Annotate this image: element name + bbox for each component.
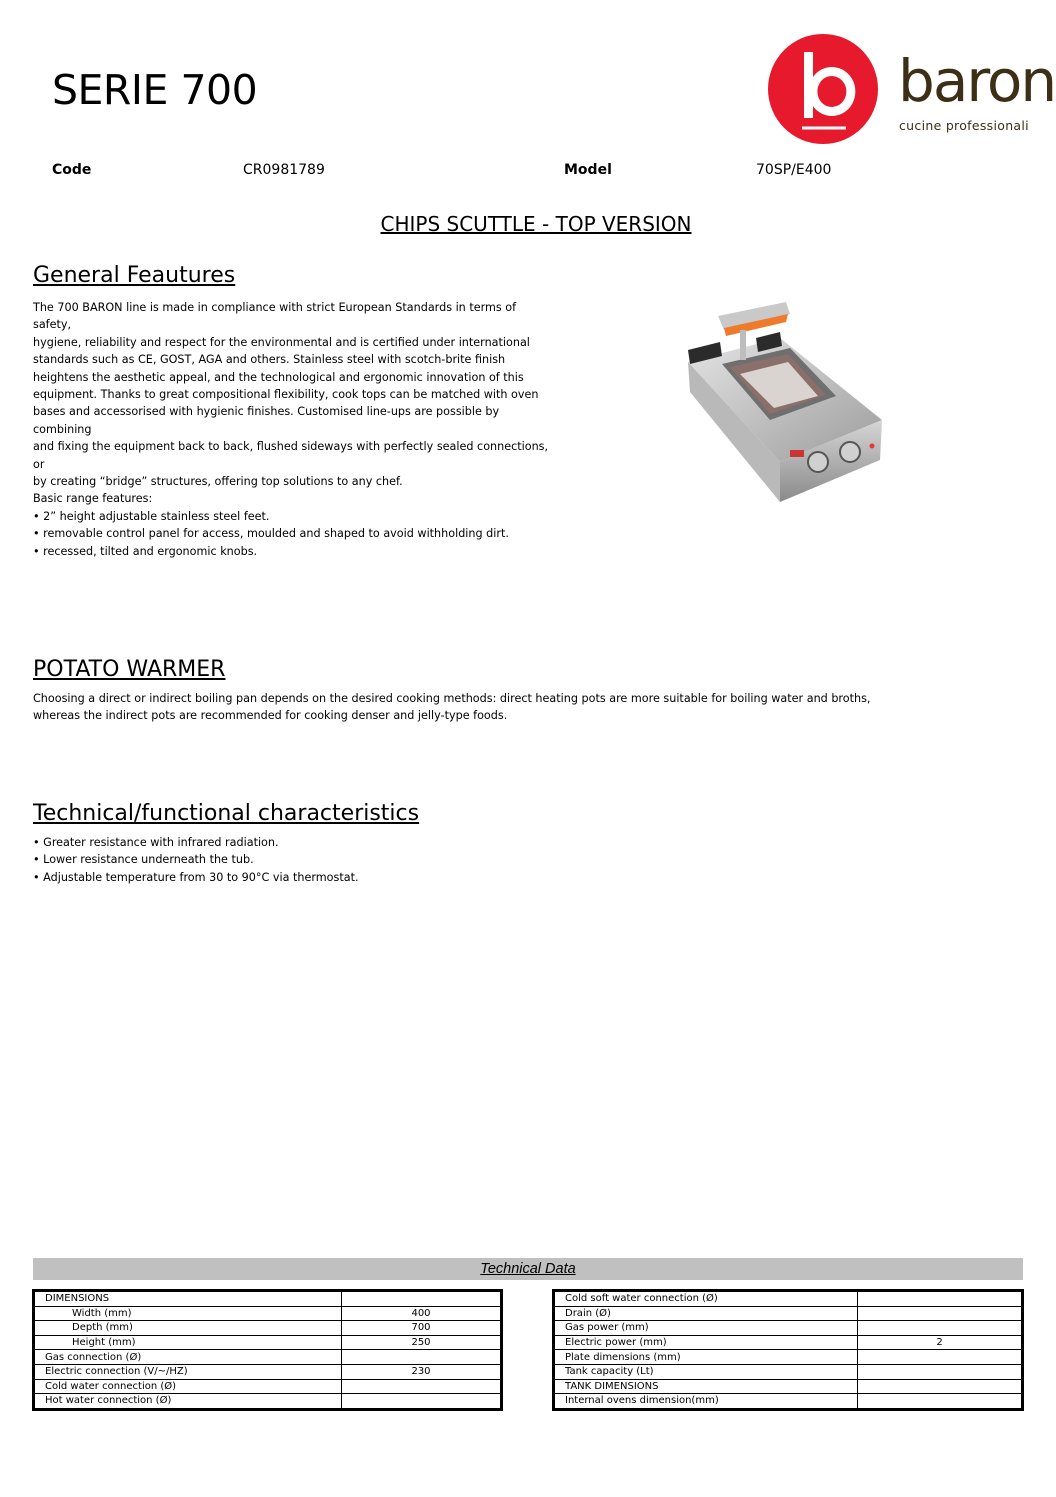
row-value: 400	[342, 1306, 501, 1321]
row-label: Internal ovens dimension(mm)	[555, 1394, 858, 1409]
potato-warmer-text	[33, 690, 933, 725]
row-label: TANK DIMENSIONS	[555, 1379, 858, 1394]
row-value	[858, 1321, 1022, 1336]
table-row	[35, 1335, 501, 1350]
bullet-item: • Adjustable temperature from 30 to 90°C via thermostat.	[33, 870, 359, 884]
row-label: Gas connection (Ø)	[35, 1350, 342, 1365]
table-row	[35, 1292, 501, 1307]
table-row	[35, 1350, 501, 1365]
text-line: standards such as CE, GOST, AGA and others. Stainless steel with scotch-brite finish	[33, 353, 506, 367]
row-value	[342, 1394, 501, 1409]
table-row	[555, 1335, 1022, 1350]
table-row	[555, 1379, 1022, 1394]
code-label: Code	[52, 162, 92, 178]
bullet-item: • Greater resistance with infrared radiation.	[33, 836, 279, 849]
row-value	[858, 1350, 1022, 1365]
table-row	[555, 1350, 1022, 1365]
row-label: Tank capacity (Lt)	[555, 1364, 858, 1379]
technical-data-table-right	[554, 1291, 1022, 1409]
bullet-item: • removable control panel for access, moulded and shaped to avoid withholding dirt.	[33, 527, 509, 541]
row-label: Width (mm)	[35, 1306, 342, 1321]
row-value	[858, 1394, 1022, 1409]
technical-data-table-left	[34, 1291, 501, 1409]
row-label: DIMENSIONS	[35, 1292, 342, 1307]
text-line: heightens the aesthetic appeal, and the technological and ergonomic innovation of this	[33, 370, 524, 384]
text-line: The 700 BARON line is made in compliance with strict European Standards in terms of safety,	[33, 301, 517, 332]
text-line: by creating “bridge” structures, offering top solutions to any chef.	[33, 475, 403, 489]
table-row	[555, 1321, 1022, 1336]
row-value	[342, 1379, 501, 1394]
general-features-heading: General Feautures	[33, 263, 236, 288]
row-label: Hot water connection (Ø)	[35, 1394, 342, 1409]
row-value: 250	[342, 1335, 501, 1350]
series-title: SERIE 700	[52, 66, 258, 114]
general-features-text	[33, 299, 553, 560]
row-label: Electric connection (V/~/HZ)	[35, 1364, 342, 1379]
product-image	[640, 292, 890, 542]
logo-subtitle: cucine professionali	[899, 118, 1029, 133]
model-value: 70SP/E400	[756, 162, 832, 178]
row-label: Gas power (mm)	[555, 1321, 858, 1336]
row-value	[858, 1292, 1022, 1307]
row-value: 230	[342, 1364, 501, 1379]
model-label: Model	[564, 162, 612, 178]
table-row	[555, 1394, 1022, 1409]
bullet-item: • Lower resistance underneath the tub.	[33, 853, 254, 867]
row-label: Electric power (mm)	[555, 1335, 858, 1350]
text-line: hygiene, reliability and respect for the environmental and is certified under international	[33, 335, 530, 349]
logo-circle	[768, 34, 878, 144]
logo-b-icon	[768, 34, 878, 144]
row-value: 700	[342, 1321, 501, 1336]
row-value	[858, 1379, 1022, 1394]
table-row	[555, 1292, 1022, 1307]
logo-wordmark: baron	[898, 47, 1056, 115]
text-line: equipment. Thanks to great compositional flexibility, cook tops can be matched with oven	[33, 388, 539, 402]
row-value: 2	[858, 1335, 1022, 1350]
text-line: and fixing the equipment back to back, flushed sideways with perfectly sealed connections, or	[33, 440, 549, 471]
row-label: Cold water connection (Ø)	[35, 1379, 342, 1394]
brand-logo	[768, 32, 1056, 144]
table-row	[35, 1379, 501, 1394]
table-row	[555, 1364, 1022, 1379]
technical-data-header: Technical Data	[33, 1258, 1023, 1280]
potato-warmer-heading: POTATO WARMER	[33, 657, 226, 682]
product-title: CHIPS SCUTTLE - TOP VERSION	[380, 212, 692, 236]
table-row	[555, 1306, 1022, 1321]
bullet-item: • recessed, tilted and ergonomic knobs.	[33, 544, 258, 558]
row-value	[342, 1292, 501, 1307]
text-line: bases and accessorised with hygienic finishes. Customised line-ups are possible by combining	[33, 405, 500, 436]
row-label: Plate dimensions (mm)	[555, 1350, 858, 1365]
row-label: Height (mm)	[35, 1335, 342, 1350]
bullet-item: • 2” height adjustable stainless steel feet.	[33, 509, 270, 523]
text-line: Basic range features:	[33, 492, 153, 506]
code-value: CR0981789	[243, 162, 325, 178]
row-value	[858, 1364, 1022, 1379]
row-label: Depth (mm)	[35, 1321, 342, 1336]
row-value	[342, 1350, 501, 1365]
table-row	[35, 1306, 501, 1321]
row-value	[858, 1306, 1022, 1321]
table-row	[35, 1364, 501, 1379]
row-label: Cold soft water connection (Ø)	[555, 1292, 858, 1307]
text-line: whereas the indirect pots are recommended for cooking denser and jelly-type foods.	[33, 709, 508, 723]
text-line: Choosing a direct or indirect boiling pan depends on the desired cooking methods: direct heating pots are more suitable for boiling water and broths,	[33, 692, 871, 705]
technical-characteristics-list	[33, 834, 633, 886]
table-row	[35, 1394, 501, 1409]
table-row	[35, 1321, 501, 1336]
row-label: Drain (Ø)	[555, 1306, 858, 1321]
technical-characteristics-heading: Technical/functional characteristics	[33, 801, 420, 826]
